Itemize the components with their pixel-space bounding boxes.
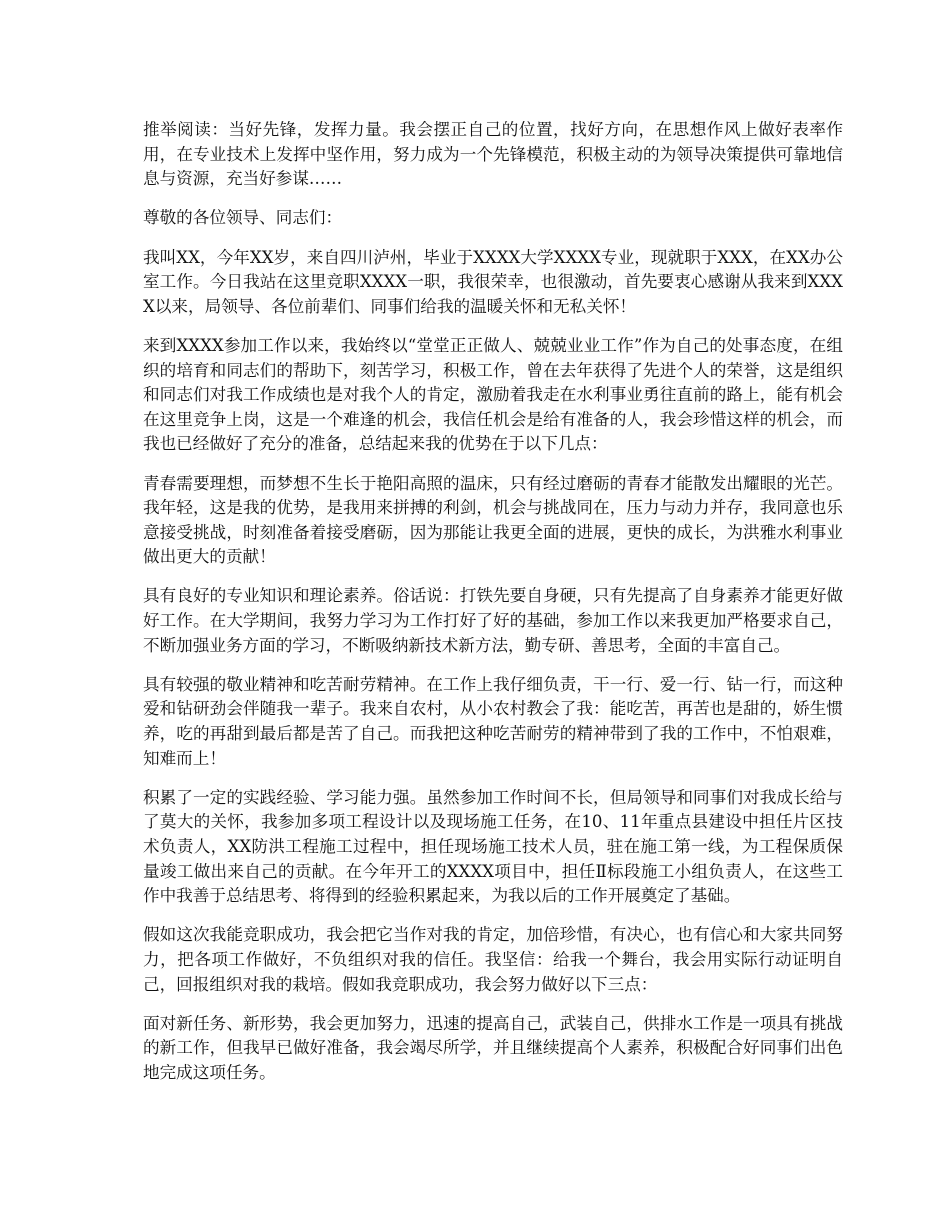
youth-advantage-paragraph: 青春需要理想，而梦想不生长于艳阳高照的温床，只有经过磨砺的青春才能散发出耀眼的光芒。我年轻，这是我的优势，是我用来拼搏的利剑，机会与挑战同在，压力与动力并存，我同意也乐意接受挑战，时刻准备着接受磨砺，因为那能让我更全面的进展，更快的成长，为洪雅水利事业做出更大的贡献！ xyxy=(143,473,843,567)
new-task-paragraph: 面对新任务、新形势，我会更加努力，迅速的提高自己，武装自己，供排水工作是一项具有挑战的新工作，但我早已做好准备，我会竭尽所学，并且继续提高个人素养，积极配合好同事们出色地完成这项任务。 xyxy=(143,1013,843,1082)
document-page xyxy=(143,118,843,1100)
commitment-paragraph: 假如这次我能竞职成功，我会把它当作对我的肯定，加倍珍惜，有决心，也有信心和大家共同努力，把各项工作做好，不负组织对我的信任。我坚信：给我一个舞台，我会用实际行动证明自己，回报组织对我的栽培。假如我竞职成功，我会努力做好以下三点： xyxy=(143,925,843,994)
self-introduction-paragraph: 我叫XX，今年XX岁，来自四川泸州，毕业于XXXX大学XXXX专业，现就职于XXX，在XX办公室工作。今日我站在这里竞职XXXX一职，我很荣幸，也很激动，首先要衷心感谢从我来到XXXX以来，局领导、各位前辈们、同事们给我的温暖关怀和无私关怀！ xyxy=(143,247,843,316)
dedication-paragraph: 具有较强的敬业精神和吃苦耐劳精神。在工作上我仔细负责，干一行、爱一行、钻一行，而这种爱和钻研劲会伴随我一辈子。我来自农村，从小农村教会了我：能吃苦，再苦也是甜的，娇生惯养，吃的再甜到最后都是苦了自己。而我把这种吃苦耐劳的精神带到了我的工作中，不怕艰难，知难而上！ xyxy=(143,674,843,768)
salutation: 尊敬的各位领导、同志们： xyxy=(143,208,343,228)
professional-knowledge-paragraph: 具有良好的专业知识和理论素养。俗话说：打铁先要自身硬，只有先提高了自身素养才能更好做好工作。在大学期间，我努力学习为工作打好了好的基础，参加工作以来我更加严格要求自己，不断加强业务方面的学习，不断吸纳新技术新方法，勤专研、善思考，全面的丰富自己。 xyxy=(143,586,843,655)
work-attitude-paragraph: 来到XXXX参加工作以来，我始终以“堂堂正正做人、兢兢业业工作”作为自己的处事态度，在组织的培育和同志们的帮助下，刻苦学习，积极工作，曾在去年获得了先进个人的荣誉，这是组织和同志们对我工作成绩也是对我个人的肯定，激励着我走在水利事业勇往直前的路上，能有机会在这里竞争上岗，这是一个难逢的机会，我信任机会是给有准备的人，我会珍惜这样的机会，而我也已经做好了充分的准备，总结起来我的优势在于以下几点： xyxy=(143,335,843,454)
recommended-reading-paragraph: 推举阅读：当好先锋，发挥力量。我会摆正自己的位置，找好方向，在思想作风上做好表率作用，在专业技术上发挥中坚作用，努力成为一个先锋模范，积极主动的为领导决策提供可靠地信息与资源，充当好参谋…… xyxy=(143,120,843,189)
practical-experience-paragraph: 积累了一定的实践经验、学习能力强。虽然参加工作时间不长，但局领导和同事们对我成长给与了莫大的关怀，我参加多项工程设计以及现场施工任务，在10、11年重点县建设中担任片区技术负责人，XX防洪工程施工过程中，担任现场施工技术人员，驻在施工第一线，为工程保质保量竣工做出来自己的贡献。在今年开工的XXXX项目中，担任Ⅱ标段施工小组负责人，在这些工作中我善于总结思考、将得到的经验积累起来，为我以后的工作开展奠定了基础。 xyxy=(143,787,843,906)
